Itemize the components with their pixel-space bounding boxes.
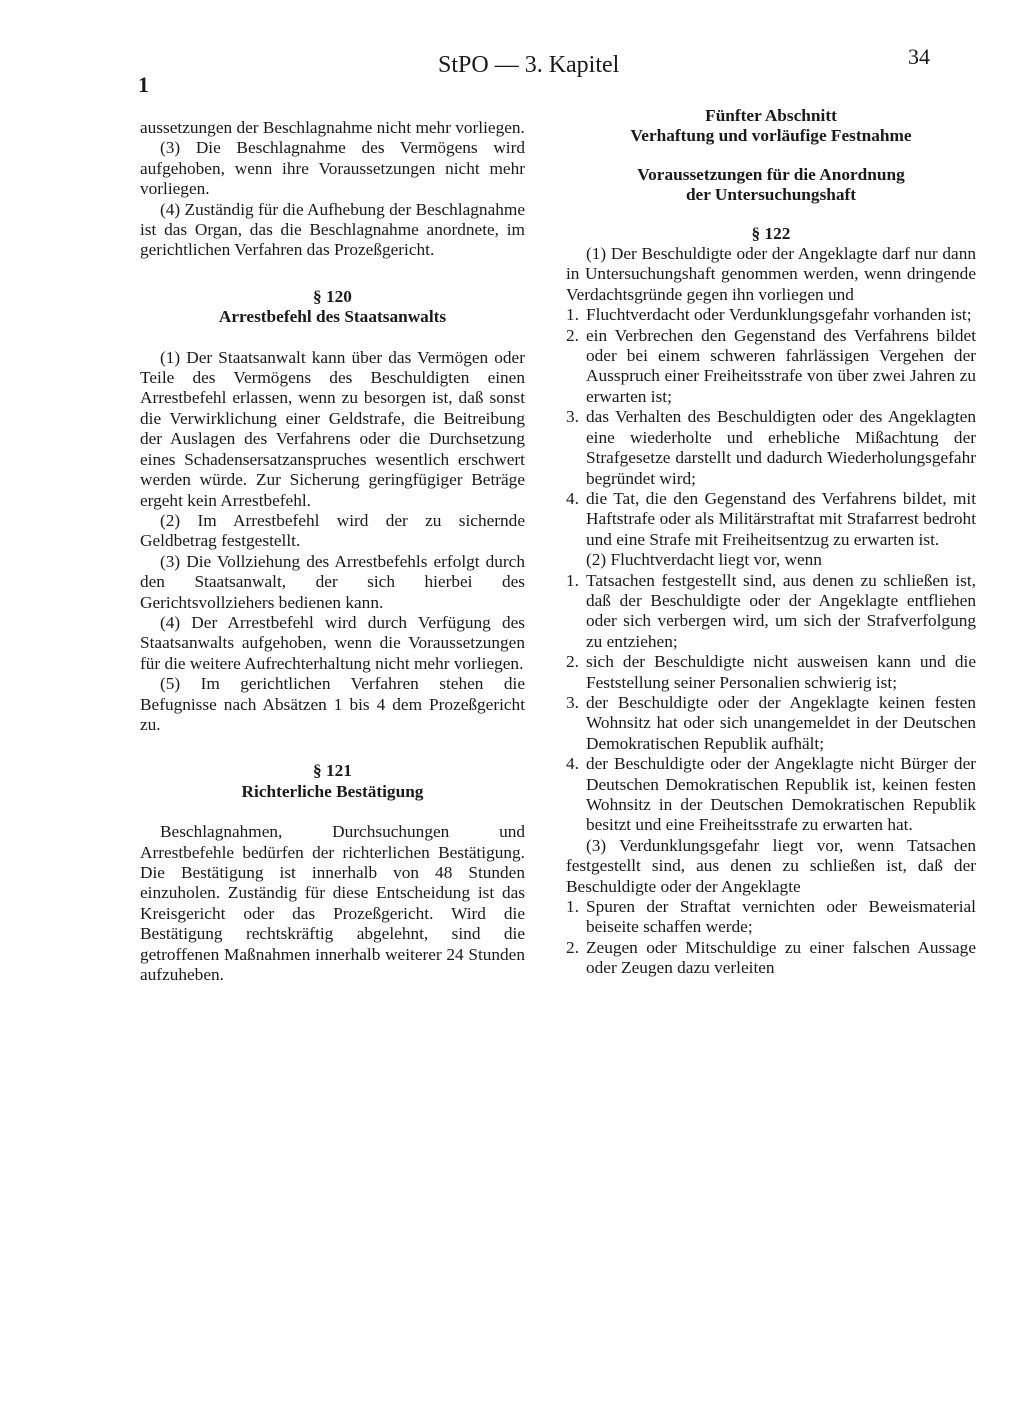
paragraph-continuation: aussetzungen der Beschlagnahme nicht mehr vorliegen. — [140, 118, 525, 137]
list-item-text: sich der Beschuldigte nicht ausweisen kann und die Feststellung seiner Personalien schwierig ist; — [586, 652, 976, 692]
section-120-para-5: (5) Im gerichtlichen Verfahren stehen die Befugnisse nach Absätzen 1 bis 4 dem Prozeßgericht zu. — [140, 674, 525, 734]
list-item-number: 2. — [566, 652, 579, 672]
list-item-text: der Beschuldigte oder der Angeklagte keinen festen Wohnsitz hat oder sich unangemeldet in der Deutschen Demokratischen Republik aufhält; — [586, 692, 976, 753]
list-item — [566, 652, 976, 693]
list-item-text: das Verhalten des Beschuldigten oder des Angeklagten eine wiederholte und erhebliche Mißachtung der Strafgesetze darstellt und dadurch Wiederholungsgefahr begründet wird; — [586, 407, 976, 488]
chapter-title-line-1: Fünfter Abschnitt — [705, 106, 837, 125]
chapter-title-line-2: Verhaftung und vorläufige Festnahme — [630, 126, 912, 146]
list-item-number: 1. — [566, 570, 579, 590]
page-number: 34 — [908, 44, 930, 69]
paragraph-3: (3) Die Beschlagnahme des Vermögens wird aufgehoben, wenn ihre Voraussetzungen nicht mehr vorliegen. — [140, 138, 525, 199]
list-item-number: 4. — [566, 488, 579, 508]
section-122-para-3: (3) Verdunklungsgefahr liegt vor, wenn Tatsachen festgestellt sind, aus denen zu schließen ist, daß der Beschuldigte oder der Angeklagte — [566, 835, 976, 896]
section-120-para-2: (2) Im Arrestbefehl wird der zu sichernde Geldbetrag festgestellt. — [140, 510, 525, 551]
section-121-title: Richterliche Bestätigung — [241, 781, 424, 801]
list-item — [566, 754, 976, 836]
margin-number: 1 — [138, 72, 149, 97]
section-122-para-1-list — [566, 305, 976, 550]
list-item-number: 3. — [566, 407, 579, 427]
subtitle-line-2: der Untersuchungshaft — [685, 185, 857, 205]
section-122-para-2: (2) Fluchtverdacht liegt vor, wenn — [586, 550, 822, 570]
section-120-para-3: (3) Die Vollziehung des Arrestbefehls erfolgt durch den Staatsanwalt, der sich hierbei des Gerichtsvollziehers bedienen kann. — [140, 551, 525, 612]
list-item-text: Zeugen oder Mitschuldige zu einer falschen Aussage oder Zeugen dazu verleiten — [586, 937, 976, 978]
list-item-text: Spuren der Straftat vernichten oder Beweismaterial beiseite schaffen werde; — [586, 897, 976, 937]
list-item — [566, 305, 976, 325]
list-item — [566, 938, 976, 979]
list-item — [566, 897, 976, 938]
section-120-title: Arrestbefehl des Staatsanwalts — [218, 307, 447, 327]
running-header: StPO — 3. Kapitel — [438, 52, 620, 78]
list-item-number: 3. — [566, 692, 579, 712]
section-120-number: § 120 — [313, 286, 352, 306]
section-122-para-3-list — [566, 897, 976, 979]
section-121-number: § 121 — [313, 761, 352, 781]
section-122-para-1: (1) Der Beschuldigte oder der Angeklagte darf nur dann in Untersuchungshaft genommen werden, wenn dringende Verdachtsgründe gegen ihn vorliegen und — [566, 244, 976, 304]
list-item-number: 1. — [566, 897, 579, 917]
list-item-number: 4. — [566, 754, 579, 774]
list-item — [566, 407, 976, 489]
section-120-para-4: (4) Der Arrestbefehl wird durch Verfügung des Staatsanwalts aufgehoben, wenn die Voraussetzungen für die weitere Aufrechterhaltung nicht mehr vorliegen. — [140, 612, 525, 673]
subtitle-line-1: Voraussetzungen für die Anordnung — [637, 164, 905, 184]
list-item-number: 2. — [566, 937, 579, 957]
list-item-text: der Beschuldigte oder der Angeklagte nicht Bürger der Deutschen Demokratischen Republik ist, keinen festen Wohnsitz in der Deutschen Demokratischen Republik besitzt und eine Freiheitsstrafe zu erwarten hat. — [586, 754, 976, 835]
list-item-text: die Tat, die den Gegenstand des Verfahrens bildet, mit Haftstrafe oder als Militärstraftat mit Strafarrest bedroht und eine Strafe mit Freiheitsentzug zu erwarten ist. — [586, 488, 976, 549]
section-122-number: § 122 — [751, 223, 791, 243]
list-item-text: Tatsachen festgestellt sind, aus denen zu schließen ist, daß der Beschuldigte oder der Angeklagte entfliehen oder sich verbergen wird, um sich der Strafverfolgung zu entziehen; — [586, 570, 976, 651]
right-column — [566, 106, 976, 979]
list-item-text: ein Verbrechen den Gegenstand des Verfahrens bildet oder bei einem schweren fahrlässigen Vergehen der Ausspruch einer Freiheitsstrafe von über zwei Jahren zu erwarten ist; — [586, 325, 976, 406]
section-121-para-1: Beschlagnahmen, Durchsuchungen und Arrestbefehle bedürfen der richterlichen Bestätigung. Die Bestätigung ist innerhalb von 48 Stunden einzuholen. Zuständig für diese Entscheidung ist das Kreisgericht oder das Prozeßgericht. Wird die Bestätigung rechtskräftig abgelehnt, sind die getroffenen Maßnahmen innerhalb weiterer 24 Stunden aufzuheben. — [140, 822, 525, 985]
section-122-para-2-list — [566, 571, 976, 836]
list-item-number: 1. — [566, 305, 579, 325]
list-item — [566, 326, 976, 408]
paragraph-4: (4) Zuständig für die Aufhebung der Beschlagnahme ist das Organ, das die Beschlagnahme anordnete, im gerichtlichen Verfahren das Prozeßgericht. — [140, 199, 525, 260]
list-item — [566, 693, 976, 754]
list-item — [566, 571, 976, 653]
list-item-text: Fluchtverdacht oder Verdunklungsgefahr vorhanden ist; — [586, 305, 972, 325]
list-item-number: 2. — [566, 325, 579, 345]
list-item — [566, 489, 976, 550]
left-column — [140, 118, 525, 985]
section-120-para-1: (1) Der Staatsanwalt kann über das Vermögen oder Teile des Vermögens des Beschuldigten einen Arrestbefehl erlassen, wenn zu besorgen ist, daß sonst die Verwirklichung einer Geldstrafe, die Beitreibung der Auslagen des Verfahrens oder die Durchsetzung eines Schadensersatzanspruches wesentlich erschwert werden würde. Zur Sicherung geringfügiger Beträge ergeht kein Arrestbefehl. — [140, 347, 525, 510]
